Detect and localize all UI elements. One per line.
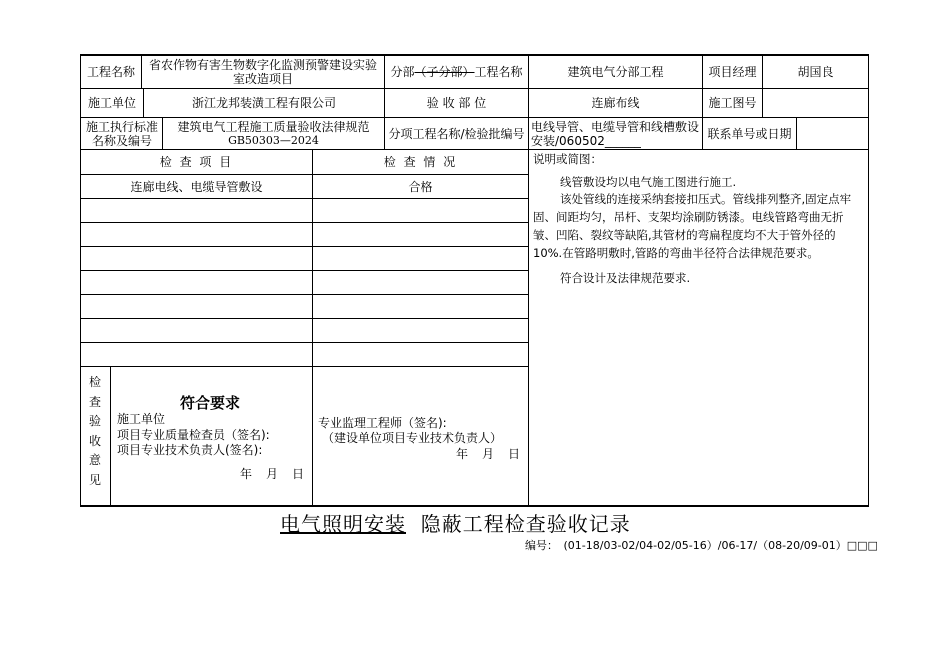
project-name-label: 工程名称 — [86, 64, 135, 79]
opinion-contractor-unit: 施工单位 — [117, 412, 166, 426]
col-line — [110, 366, 111, 506]
table-row-item: 连廊电线、电缆导管敷设 — [130, 179, 263, 194]
subdivision-label-prefix: 分部 — [390, 64, 415, 79]
pm-label: 项目经理 — [708, 64, 757, 79]
opinion-side-char: 查 — [88, 394, 101, 409]
opinion-owner-tech: （建设单位项目专业技术负责人） — [322, 431, 503, 445]
row-line — [80, 366, 528, 367]
col-line — [141, 54, 142, 88]
notes-para1: 线管敷设均以电气施工图进行施工. — [560, 175, 737, 189]
notes-para2-line2: 固、间距均匀，吊杆、支架均涂刷防锈漆。电线管路弯曲无折 — [533, 210, 844, 224]
table-row-item — [81, 295, 312, 318]
pm-value: 胡国良 — [797, 64, 834, 79]
document-title — [280, 508, 631, 537]
table-row-status — [313, 247, 528, 270]
standard-label: 施工执行标准名称及编号 — [85, 119, 158, 148]
table-right-border — [868, 54, 869, 506]
table-row-item — [81, 271, 312, 294]
notes-para2-line4: 10%.在管路明敷时,管路的弯曲半径符合法律规范要求。 — [533, 246, 819, 260]
table-row-status — [313, 343, 528, 366]
contact-value — [797, 118, 868, 149]
opinion-tech-lead: 项目专业技术负责人(签名): — [117, 443, 263, 457]
col-line — [528, 54, 529, 506]
opinion-side-char: 见 — [88, 472, 101, 487]
subdivision-label — [385, 55, 528, 88]
opinion-side-char: 收 — [88, 433, 101, 448]
document-title-part1: 电气照明安装 — [280, 512, 406, 536]
opinion-side-char: 检 — [88, 375, 101, 389]
standard-value-line1: 建筑电气工程施工质量验收法律规范 — [177, 119, 370, 134]
notes-para2-line3: 皱、凹陷、裂纹等缺陷,其管材的弯扁程度均不大于管外径的 — [533, 228, 836, 242]
table-row-status — [313, 295, 528, 318]
subdivision-label-suffix: 工程名称 — [474, 64, 523, 79]
contractor-value: 浙江龙邦装潢工程有限公司 — [191, 96, 336, 110]
table-row-status — [313, 199, 528, 222]
table-row-item — [81, 343, 312, 366]
inspection-status-header: 检 查 情 况 — [383, 155, 458, 169]
opinion-qc-inspector: 项目专业质量检查员（签名): — [117, 428, 270, 442]
document-code: 编号： (01-18/03-02/04-02/05-16）/06-17/（08-20/09-01）□□□ — [525, 539, 878, 552]
acceptance-part-value: 连廊布线 — [591, 96, 640, 110]
subitem-label: 分项工程名称/检验批编号 — [388, 126, 525, 141]
standard-value — [163, 118, 384, 149]
drawing-no-value — [763, 89, 868, 117]
table-row-status — [313, 271, 528, 294]
table-row-status — [313, 319, 528, 342]
notes-label: 说明或简图： — [533, 152, 602, 166]
table-row-item — [81, 199, 312, 222]
drawing-no-label: 施工图号 — [708, 96, 757, 110]
subdivision-label-struck: （子分部） — [414, 64, 475, 79]
notes-para2-line1: 该处管线的连接采纳套接扣压式。管线排列整齐,固定点牢 — [560, 192, 852, 206]
contractor-label: 施工单位 — [87, 96, 136, 110]
document-title-part2: 隐蔽工程检查验收记录 — [420, 512, 631, 536]
standard-value-line2: GB50303—2024 — [228, 133, 319, 147]
opinion-side-label — [81, 373, 109, 490]
notes-para3: 符合设计及法律规范要求. — [560, 271, 691, 285]
table-bottom-border — [80, 505, 869, 507]
subdivision-value: 建筑电气分部工程 — [567, 64, 664, 79]
table-row-status: 合格 — [408, 179, 433, 194]
opinion-date-left: 年 月 日 — [240, 467, 306, 481]
opinion-conclusion: 符合要求 — [180, 394, 241, 412]
opinion-supervisor: 专业监理工程师（签名): — [318, 416, 447, 430]
table-row-item — [81, 247, 312, 270]
opinion-side-char: 意 — [88, 453, 101, 467]
contact-label: 联系单号或日期 — [707, 126, 792, 141]
table-row-status — [313, 223, 528, 246]
opinion-side-char: 验 — [88, 414, 101, 428]
table-row-item — [81, 223, 312, 246]
inspection-item-header: 检 查 项 目 — [159, 155, 234, 169]
table-row-item — [81, 319, 312, 342]
subitem-value: 电线导管、电缆导管和线槽敷设安装/060502______ — [531, 119, 700, 148]
project-name-value: 省农作物有害生物数字化监测预警建设实验室改造项目 — [148, 57, 377, 86]
acceptance-part-label: 验 收 部 位 — [426, 96, 487, 110]
opinion-date-right: 年 月 日 — [456, 447, 522, 461]
